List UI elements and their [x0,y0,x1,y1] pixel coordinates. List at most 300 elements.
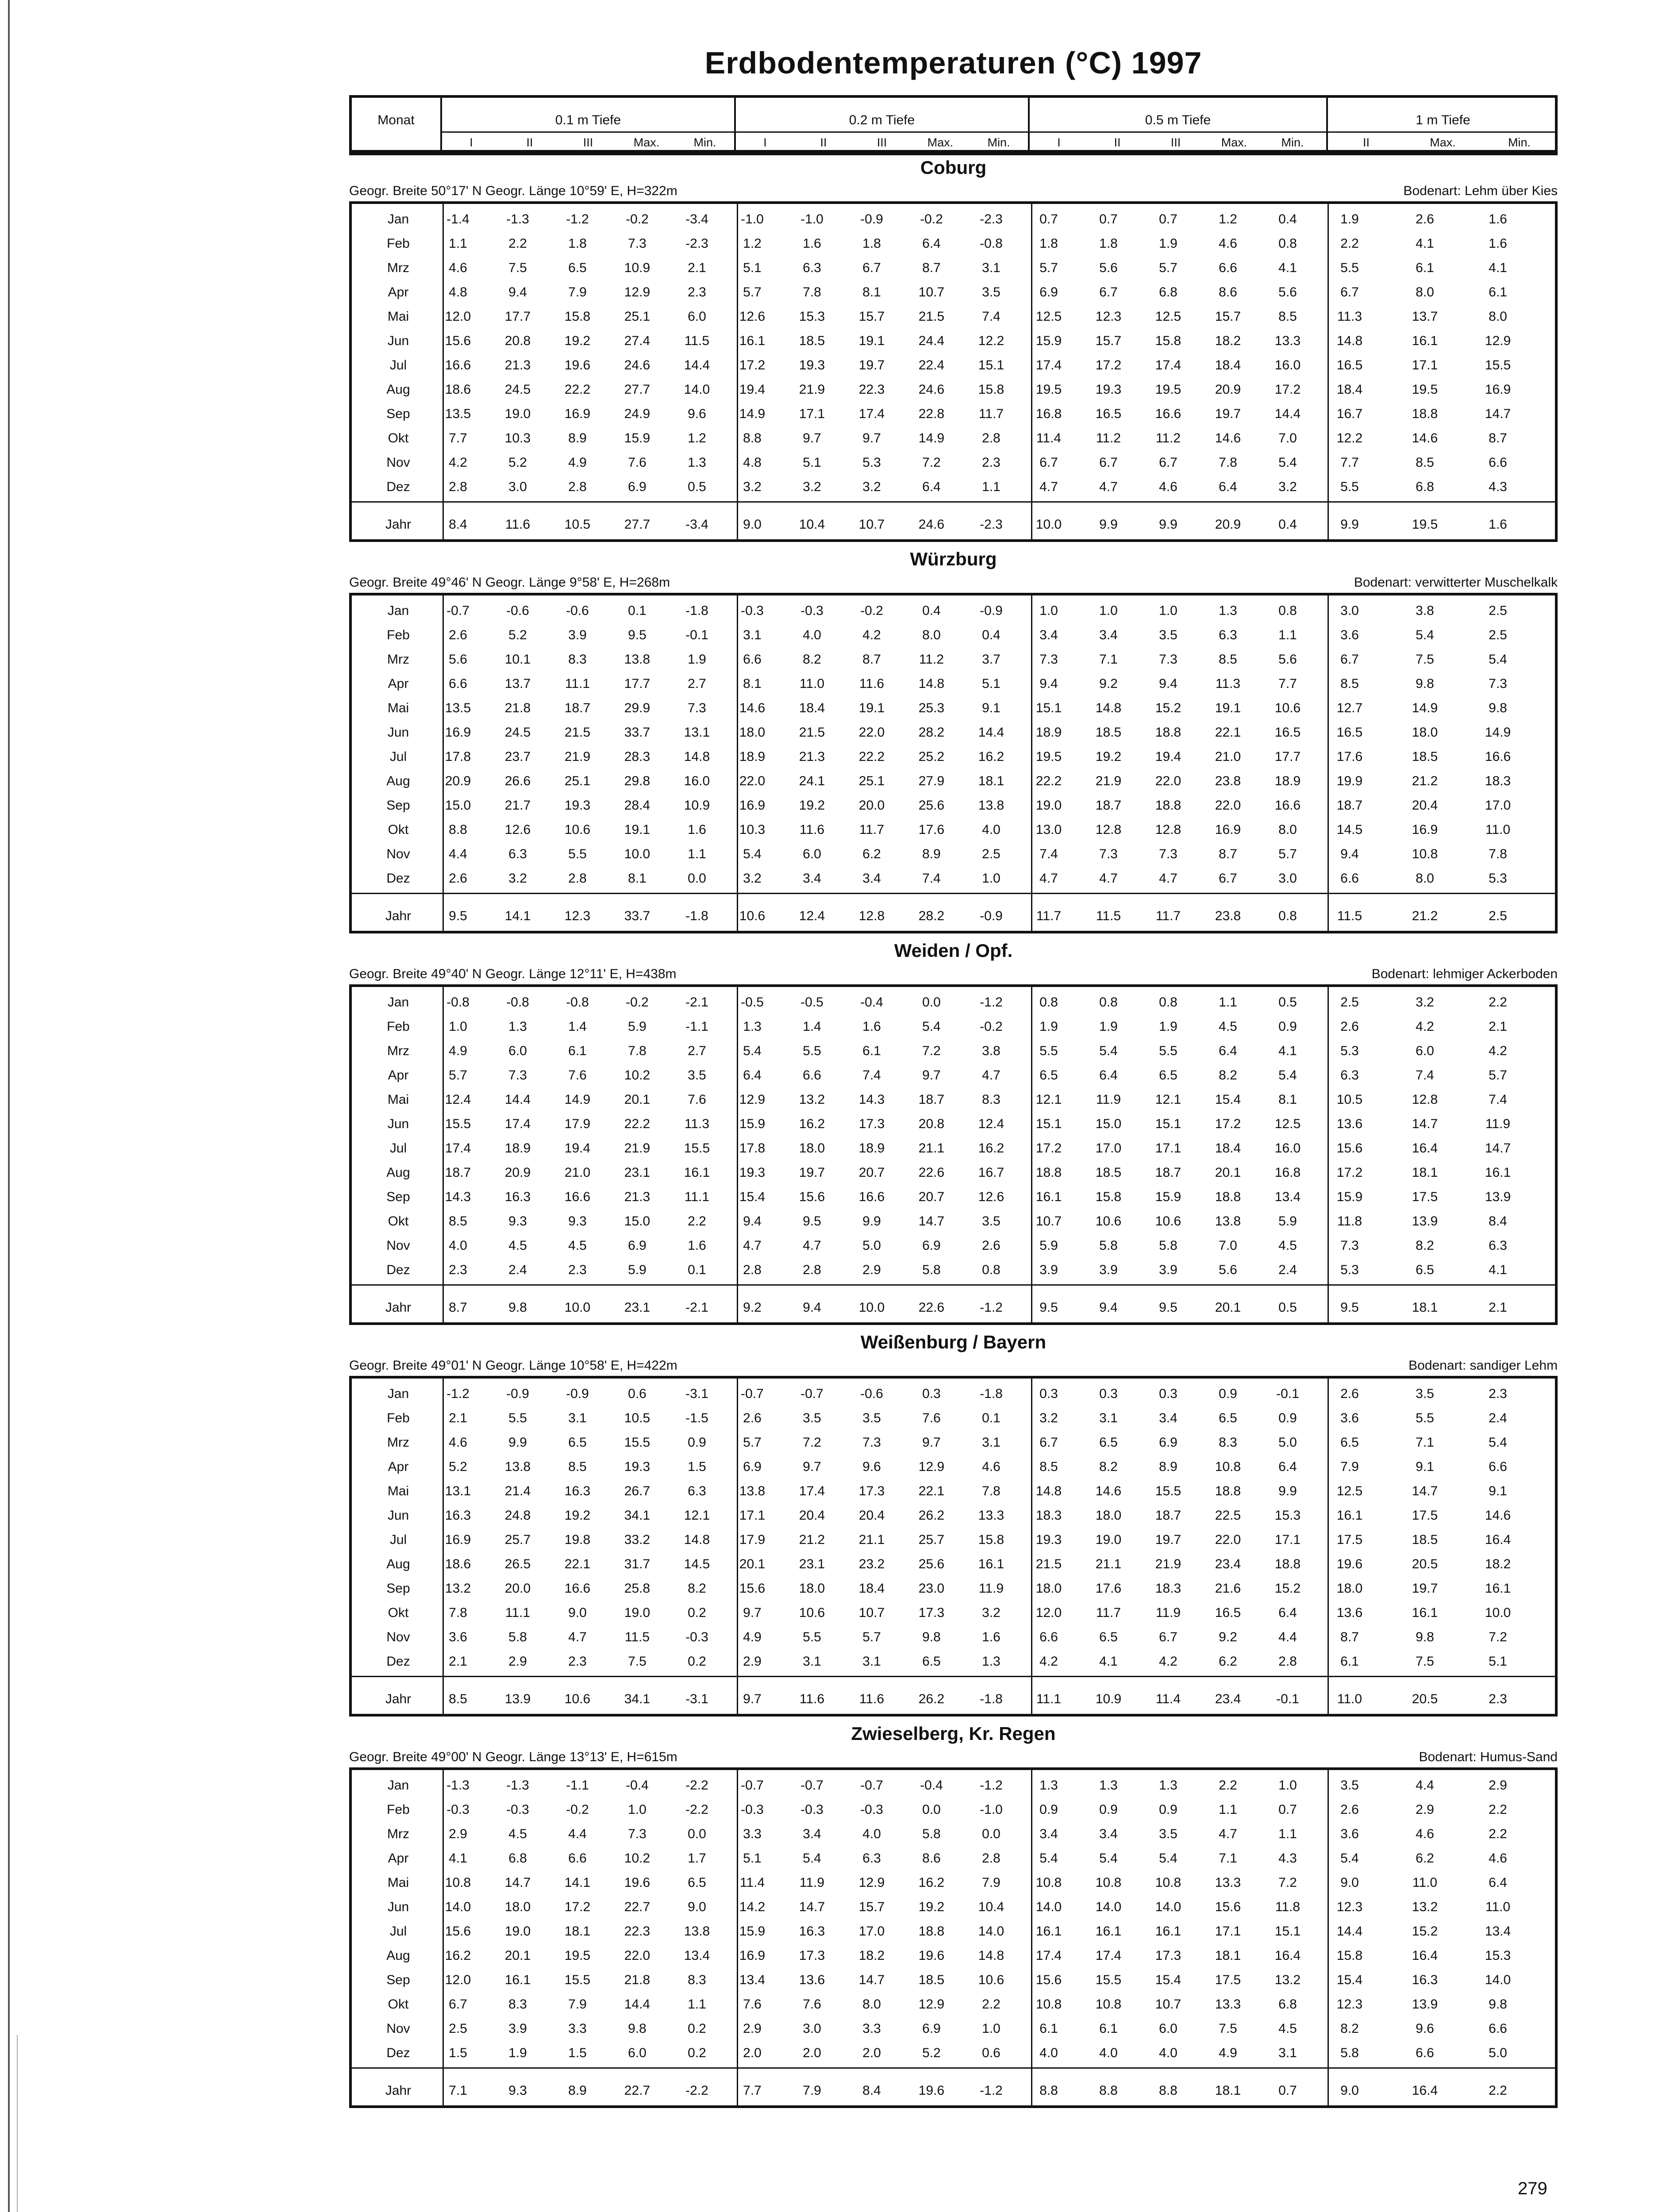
table-cell: 6.4 [1278,1459,1297,1474]
table-cell: 1.0 [1159,603,1177,618]
table-cell: 7.7 [743,2083,762,2098]
table-cell: 25.3 [918,701,945,715]
table-cell: -0.9 [566,1386,589,1401]
table-cell: 2.7 [688,1044,706,1058]
table-cell: 2.8 [568,871,587,886]
table-cell: 2.2 [982,1997,1000,2012]
table-cell: 17.8 [739,1141,766,1156]
table-cell: 5.4 [1039,1851,1058,1866]
table-cell: 18.4 [858,1581,885,1596]
table-cell: 18.9 [504,1141,531,1156]
table-cell: 22.0 [739,774,766,788]
table-cell: 17.0 [858,1924,885,1939]
table-cell: 3.5 [688,1068,706,1083]
table-cell: 3.4 [862,871,881,886]
station-geo-info: Geogr. Breite 49°01' N Geogr. Länge 10°58' E, H=422m [349,1358,677,1373]
table-cell: 8.8 [743,431,762,445]
month-label: Jan [387,212,409,227]
table-cell: 15.9 [739,1924,766,1939]
table-cell: 11.7 [978,407,1004,421]
table-cell: 15.8 [1155,334,1181,348]
table-row [352,1234,1555,1258]
table-cell: 18.7 [1155,1508,1181,1523]
table-cell: 0.7 [1039,212,1058,227]
table-cell: 26.5 [504,1557,531,1571]
table-cell: 3.9 [568,628,587,642]
table-cell: -1.2 [980,1778,1003,1793]
table-cell: 10.8 [1412,847,1438,861]
table-cell: 17.3 [858,1117,885,1131]
table-cell: -1.1 [685,1019,708,1034]
table-cell: 13.8 [1215,1214,1241,1229]
table-cell: 18.1 [564,1924,591,1939]
table-cell: 4.6 [1219,236,1237,251]
table-cell: 2.7 [688,676,706,691]
table-cell: 18.8 [1274,1557,1301,1571]
table-cell: 21.2 [799,1532,825,1547]
table-cell: 5.5 [803,1630,821,1644]
table-cell: 0.9 [688,1435,706,1450]
table-cell: -1.2 [566,212,589,227]
table-cell: 21.4 [504,1484,531,1498]
table-cell: 8.8 [1099,2083,1118,2098]
month-label: Apr [388,676,409,691]
table-cell: -1.1 [566,1778,589,1793]
table-cell: 5.4 [743,1044,762,1058]
table-cell: 19.6 [918,2083,945,2098]
table-cell: 5.0 [1489,2046,1507,2060]
table-cell: 13.6 [799,1973,825,1987]
station-block [349,157,1558,546]
table-cell: 15.8 [978,382,1004,397]
table-cell: 4.7 [743,1238,762,1253]
month-label: Nov [386,1630,410,1644]
subheader-ii: II [820,136,827,149]
table-cell: 13.0 [1035,822,1062,837]
table-cell: 20.0 [858,798,885,813]
table-cell: 8.0 [862,1997,881,2012]
table-cell: 2.5 [1340,995,1359,1010]
table-cell: 9.7 [743,1605,762,1620]
table-cell: 1.0 [982,2021,1000,2036]
table-cell: 11.3 [1215,676,1241,691]
month-label: Feb [387,236,410,251]
table-row [352,599,1555,623]
table-cell: 24.6 [918,517,945,532]
table-cell: 7.7 [449,431,467,445]
table-cell: 4.9 [743,1630,762,1644]
table-cell: 16.0 [1274,1141,1301,1156]
table-cell: 4.7 [982,1068,1000,1083]
table-cell: 12.5 [1336,1484,1363,1498]
table-cell: 24.4 [918,334,945,348]
table-cell: 21.5 [799,725,825,740]
table-cell: 7.2 [1278,1875,1297,1890]
table-cell: 18.4 [1215,1141,1241,1156]
table-cell: 5.4 [1278,455,1297,470]
table-cell: 19.0 [504,407,531,421]
table-cell: 16.9 [1412,822,1438,837]
table-cell: 16.5 [1215,1605,1241,1620]
table-cell: 4.2 [1416,1019,1434,1034]
table-cell: 6.3 [803,261,821,275]
table-cell: 7.5 [1416,652,1434,667]
table-cell: 11.8 [1337,1214,1362,1229]
table-cell: 16.1 [504,1973,531,1987]
table-cell: 19.0 [1035,798,1062,813]
table-cell: 18.6 [445,1557,471,1571]
table-cell: 24.6 [918,382,945,397]
month-label: Jan [387,1778,409,1793]
table-cell: -0.3 [446,1802,469,1817]
table-cell: 6.7 [1039,1435,1058,1450]
table-cell: -1.8 [685,909,708,923]
table-cell: 2.8 [449,480,467,494]
table-cell: 21.9 [1155,1557,1181,1571]
table-cell: 15.9 [1336,1190,1363,1204]
table-cell: 23.4 [1215,1692,1241,1706]
table-cell: 1.0 [982,871,1000,886]
table-row [352,648,1555,672]
table-cell: 0.7 [1099,212,1118,227]
table-cell: 10.6 [564,1692,591,1706]
table-cell: 2.2 [1219,1778,1237,1793]
table-row [352,1993,1555,2017]
month-label: Mai [387,1092,409,1107]
table-cell: 16.9 [445,725,471,740]
table-cell: 7.8 [449,1605,467,1620]
table-cell: 10.9 [1095,1692,1122,1706]
table-cell: 17.2 [1035,1141,1062,1156]
table-cell: -3.1 [685,1386,708,1401]
table-cell: 2.2 [1489,1827,1507,1841]
table-cell: 3.6 [449,1630,467,1644]
table-cell: 8.7 [1219,847,1237,861]
table-cell: 1.3 [1039,1778,1058,1793]
table-cell: 3.3 [743,1827,762,1841]
table-cell: 4.2 [1039,1654,1058,1669]
table-cell: 18.1 [1215,1948,1241,1963]
month-label: Feb [387,1411,410,1425]
table-cell: 14.1 [564,1875,591,1890]
table-cell: 8.5 [449,1214,467,1229]
table-cell: 4.9 [1219,2046,1237,2060]
table-cell: 21.0 [1215,749,1241,764]
table-row [352,745,1555,769]
table-cell: 17.3 [1155,1948,1181,1963]
table-cell: 17.5 [1336,1532,1363,1547]
table-cell: 18.6 [445,382,471,397]
table-cell: 6.8 [1416,480,1434,494]
table-cell: 16.3 [799,1924,825,1939]
table-cell: 7.2 [1489,1630,1507,1644]
table-cell: 0.9 [1219,1386,1237,1401]
table-cell: -0.8 [566,995,589,1010]
table-cell: 10.8 [1095,1875,1122,1890]
table-cell: 28.2 [918,725,945,740]
table-cell: 14.6 [739,701,766,715]
table-cell: 5.4 [1416,628,1434,642]
table-cell: 15.8 [978,1532,1004,1547]
table-cell: 6.4 [1099,1068,1118,1083]
table-cell: 9.3 [508,2083,527,2098]
table-cell: 3.5 [982,285,1000,300]
table-row [352,1479,1555,1504]
table-cell: 4.0 [1099,2046,1118,2060]
month-label: Sep [386,798,410,813]
table-row [352,1015,1555,1039]
table-cell: 21.1 [858,1532,885,1547]
table-cell: 9.8 [508,1300,527,1315]
table-cell: 17.5 [1412,1190,1438,1204]
table-cell: 17.2 [564,1900,591,1914]
table-cell: 27.9 [918,774,945,788]
table-cell: 33.2 [624,1532,650,1547]
month-label: Okt [388,1997,409,2012]
table-row [352,1088,1555,1112]
table-cell: 2.2 [688,1214,706,1229]
table-cell: 19.3 [1035,1532,1062,1547]
table-cell: 3.5 [1159,628,1177,642]
table-cell: 3.4 [803,871,821,886]
table-cell: 22.7 [624,1900,650,1914]
month-label: Jul [389,1532,407,1547]
table-cell: 14.5 [684,1557,710,1571]
table-cell: 13.2 [1412,1900,1438,1914]
table-row [352,207,1555,232]
table-cell: 1.6 [688,1238,706,1253]
table-cell: 6.6 [1039,1630,1058,1644]
table-cell: 18.7 [445,1165,471,1180]
table-cell: 18.0 [504,1900,531,1914]
table-cell: 9.6 [862,1459,881,1474]
table-cell: 3.3 [862,2021,881,2036]
table-cell: 18.0 [1412,725,1438,740]
table-cell: 10.6 [1274,701,1301,715]
table-cell: 20.1 [624,1092,650,1107]
table-cell: 2.1 [1489,1300,1507,1315]
table-cell: 7.3 [688,701,706,715]
table-cell: 16.3 [504,1190,531,1204]
table-cell: 0.1 [688,1263,706,1277]
table-cell: 6.5 [922,1654,941,1669]
table-cell: 22.1 [1215,725,1241,740]
table-cell: 13.4 [739,1973,766,1987]
table-cell: 3.4 [1159,1411,1177,1425]
table-cell: 5.9 [1039,1238,1058,1253]
table-cell: 3.8 [1416,603,1434,618]
table-cell: 9.8 [1416,1630,1434,1644]
table-cell: 19.5 [1412,382,1438,397]
table-cell: 9.9 [1159,517,1177,532]
table-cell: -0.4 [920,1778,943,1793]
table-cell: 16.9 [1215,822,1241,837]
table-cell: 2.3 [568,1654,587,1669]
month-label: Nov [386,2021,410,2036]
table-cell: 14.8 [1336,334,1363,348]
table-cell: 17.4 [504,1117,531,1131]
subheader-1m-max: Max. [1430,136,1456,149]
table-cell: 7.6 [922,1411,941,1425]
table-cell: 9.0 [568,1605,587,1620]
table-cell: 19.6 [624,1875,650,1890]
table-cell: 15.7 [1215,309,1241,324]
table-cell: 20.9 [504,1165,531,1180]
table-cell: 9.4 [1340,847,1359,861]
table-cell: 4.4 [1278,1630,1297,1644]
table-cell: 12.8 [1095,822,1122,837]
table-cell: 3.0 [803,2021,821,2036]
table-cell: 4.1 [1489,261,1507,275]
table-cell: 6.5 [568,261,587,275]
table-cell: 9.8 [1489,1997,1507,2012]
table-cell: 17.6 [918,822,945,837]
table-cell: 0.9 [1278,1019,1297,1034]
month-label: Jan [387,603,409,618]
table-cell: 16.2 [978,1141,1004,1156]
table-cell: 18.9 [1274,774,1301,788]
table-cell: 7.6 [743,1997,762,2012]
table-cell: 17.4 [1035,1948,1062,1963]
table-cell: 18.7 [1095,798,1122,813]
table-cell: 9.8 [1489,701,1507,715]
table-row [352,1528,1555,1552]
table-cell: 1.8 [862,236,881,251]
table-cell: 1.6 [1489,212,1507,227]
table-cell: 6.9 [628,1238,646,1253]
table-cell: 6.3 [1489,1238,1507,1253]
table-cell: 12.8 [1412,1092,1438,1107]
station-name: Weißenburg / Bayern [860,1332,1047,1352]
table-cell: 29.8 [624,774,650,788]
table-cell: 21.5 [918,309,945,324]
table-cell: 14.0 [978,1924,1004,1939]
table-cell: 25.6 [918,1557,945,1571]
subheader-ii: II [526,136,533,149]
table-cell: 18.2 [1485,1557,1511,1571]
table-cell: 6.4 [1489,1875,1507,1890]
table-cell: 2.3 [982,455,1000,470]
table-cell: 14.8 [684,749,710,764]
table-cell: 6.3 [1340,1068,1359,1083]
table-cell: 9.5 [803,1214,821,1229]
table-cell: 12.9 [918,1459,945,1474]
table-cell: 20.1 [1215,1165,1241,1180]
table-cell: 10.0 [1035,517,1062,532]
table-cell: 19.4 [1155,749,1181,764]
table-cell: 18.0 [799,1581,825,1596]
table-cell: 3.2 [1416,995,1434,1010]
table-cell: 5.8 [508,1630,527,1644]
subheader-i: I [469,136,473,149]
table-cell: 16.5 [1274,725,1301,740]
table-cell: 15.7 [858,1900,885,1914]
table-cell: -1.3 [506,1778,529,1793]
table-cell: 6.7 [1340,652,1359,667]
table-cell: -0.2 [626,995,649,1010]
table-cell: 16.4 [1412,1948,1438,1963]
table-cell: -1.2 [446,1386,469,1401]
table-cell: 19.6 [918,1948,945,1963]
table-cell: 14.9 [1485,725,1511,740]
table-cell: 6.3 [508,847,527,861]
table-cell: 19.9 [1336,774,1363,788]
table-cell: 9.7 [803,431,821,445]
table-cell: 0.6 [628,1386,646,1401]
table-cell: -0.3 [800,603,823,618]
table-cell: 8.4 [862,2083,881,2098]
month-label: Aug [386,774,410,788]
table-cell: -0.8 [506,995,529,1010]
table-cell: 8.7 [862,652,881,667]
table-cell: 6.4 [1278,1605,1297,1620]
table-cell: 22.0 [1215,798,1241,813]
table-cell: 19.0 [1095,1532,1122,1547]
table-cell: 11.1 [505,1605,531,1620]
table-cell: 22.6 [918,1165,945,1180]
table-cell: 14.8 [918,676,945,691]
month-label: Nov [386,847,410,861]
station-data-table [349,1767,1558,2108]
table-cell: 15.1 [1274,1924,1301,1939]
table-cell: 8.7 [449,1300,467,1315]
table-cell: 13.2 [1274,1973,1301,1987]
table-cell: 18.9 [1035,725,1062,740]
table-cell: 1.9 [688,652,706,667]
table-cell: 4.4 [1416,1778,1434,1793]
table-cell: 25.2 [918,749,945,764]
table-cell: 15.9 [624,431,650,445]
subheader-iii: III [877,136,887,149]
station-name: Weiden / Opf. [894,940,1013,961]
table-cell: 7.5 [1219,2021,1237,2036]
table-cell: 17.6 [1095,1581,1122,1596]
table-cell: 9.5 [1340,1300,1359,1315]
table-cell: 17.1 [739,1508,766,1523]
table-cell: 8.5 [1039,1459,1058,1474]
table-cell: 16.1 [978,1557,1004,1571]
table-cell: 16.5 [1336,725,1363,740]
table-cell: 16.8 [1035,407,1062,421]
table-cell: 15.4 [1336,1973,1363,1987]
table-cell: 13.2 [799,1092,825,1107]
annual-label: Jahr [385,517,412,532]
table-cell: 3.2 [743,480,762,494]
table-cell: 8.3 [568,652,587,667]
table-cell: 7.8 [1219,455,1237,470]
table-cell: 13.8 [978,798,1004,813]
table-cell: 22.0 [1155,774,1181,788]
table-cell: 3.1 [862,1654,881,1669]
table-row [352,672,1555,696]
annual-label: Jahr [385,1692,412,1706]
table-cell: -0.3 [800,1802,823,1817]
table-cell: 7.4 [1489,1092,1507,1107]
table-cell: 2.9 [508,1654,527,1669]
table-cell: 9.9 [508,1435,527,1450]
table-row-annual [352,904,1555,929]
table-cell: 2.3 [1489,1386,1507,1401]
table-cell: 19.1 [858,701,885,715]
table-cell: 2.1 [688,261,706,275]
table-cell: 14.6 [1215,431,1241,445]
table-cell: 23.8 [1215,774,1241,788]
table-cell: 1.1 [1278,1827,1297,1841]
month-label: Dez [386,480,410,494]
table-cell: 4.1 [1416,236,1434,251]
table-cell: 11.6 [799,822,825,837]
table-cell: 2.0 [743,2046,762,2060]
